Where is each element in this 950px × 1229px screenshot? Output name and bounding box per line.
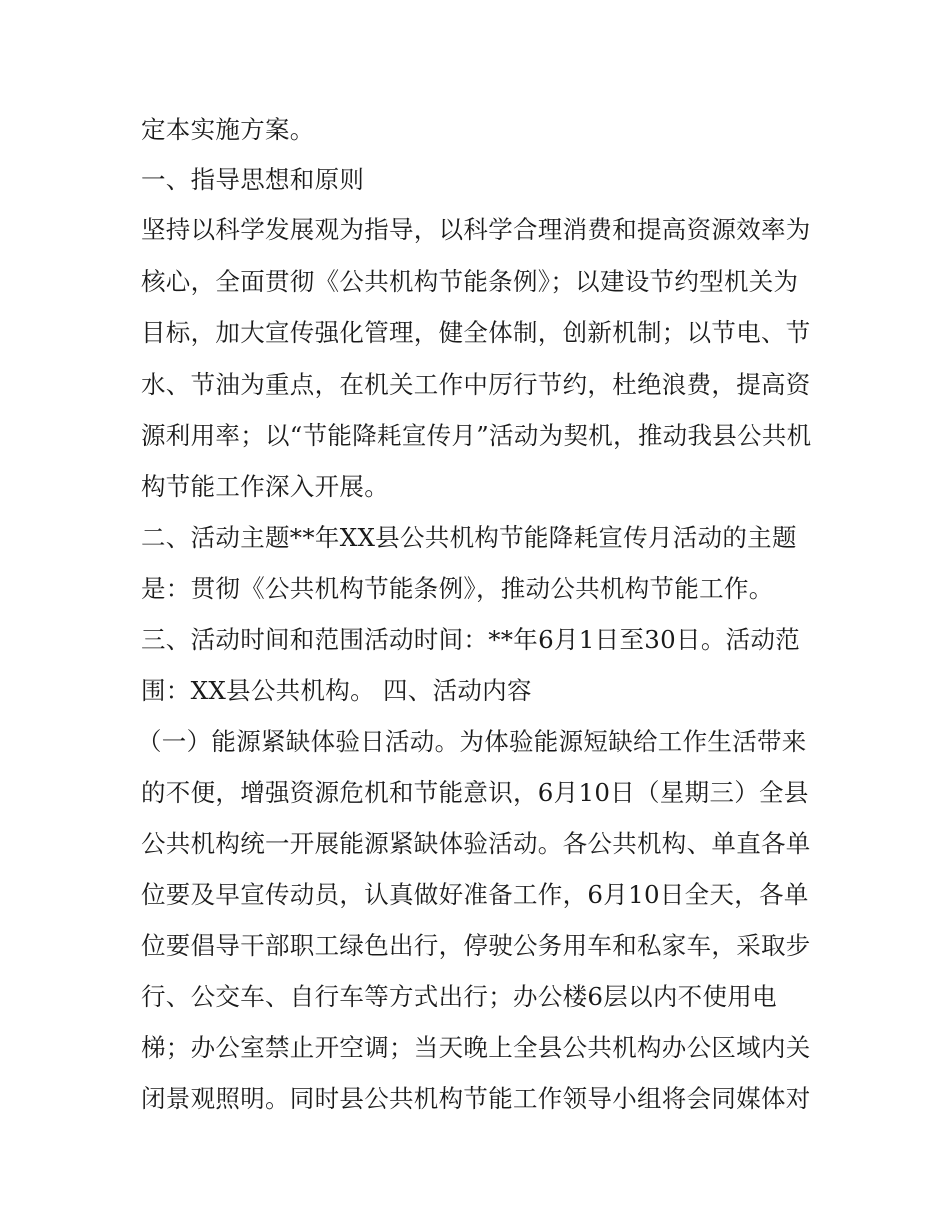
text-line: 目标，加大宣传强化管理，健全体制，创新机制；以节电、节 [141, 318, 811, 347]
section-heading-guiding-principles: 一、指导思想和原则 [141, 165, 365, 194]
text-line: 定本实施方案。 [141, 115, 315, 144]
text-line: 的不便，增强资源危机和节能意识，6月10日（星期三）全县 [141, 778, 809, 807]
text-line: 构节能工作深入开展。 [141, 472, 389, 501]
text-line: 坚持以科学发展观为指导，以科学合理消费和提高资源效率为 [141, 215, 811, 244]
text-line: 水、节油为重点，在机关工作中厉行节约，杜绝浪费，提高资 [141, 370, 811, 399]
section-heading-activity-theme: 二、活动主题**年XX县公共机构节能降耗宣传月活动的主题 [141, 523, 797, 552]
text-line: 梯；办公室禁止开空调；当天晚上全县公共机构办公区域内关 [141, 1033, 811, 1062]
text-line: 是：贯彻《公共机构节能条例》，推动公共机构节能工作。 [141, 574, 774, 603]
text-line: 公共机构统一开展能源紧缺体验活动。各公共机构、单直各单 [141, 829, 811, 858]
text-line: 行、公交车、自行车等方式出行；办公楼6层以内不使用电 [141, 982, 777, 1011]
subsection-heading-energy-shortage-day: （一）能源紧缺体验日活动。为体验能源短缺给工作生活带来 [137, 727, 807, 756]
text-line: 闭景观照明。同时县公共机构节能工作领导小组将会同媒体对 [141, 1084, 811, 1113]
text-line: 核心，全面贯彻《公共机构节能条例》；以建设节约型机关为 [141, 267, 799, 296]
text-line: 位要及早宣传动员，认真做好准备工作，6月10日全天，各单 [141, 880, 809, 909]
text-line: 围：XX县公共机构。 四、活动内容 [141, 676, 532, 705]
section-heading-activity-time-scope: 三、活动时间和范围活动时间：**年6月1日至30日。活动范 [141, 625, 801, 654]
text-line: 源利用率；以“节能降耗宣传月”活动为契机，推动我县公共机 [141, 421, 812, 450]
text-line: 位要倡导干部职工绿色出行，停驶公务用车和私家车，采取步 [141, 931, 811, 960]
